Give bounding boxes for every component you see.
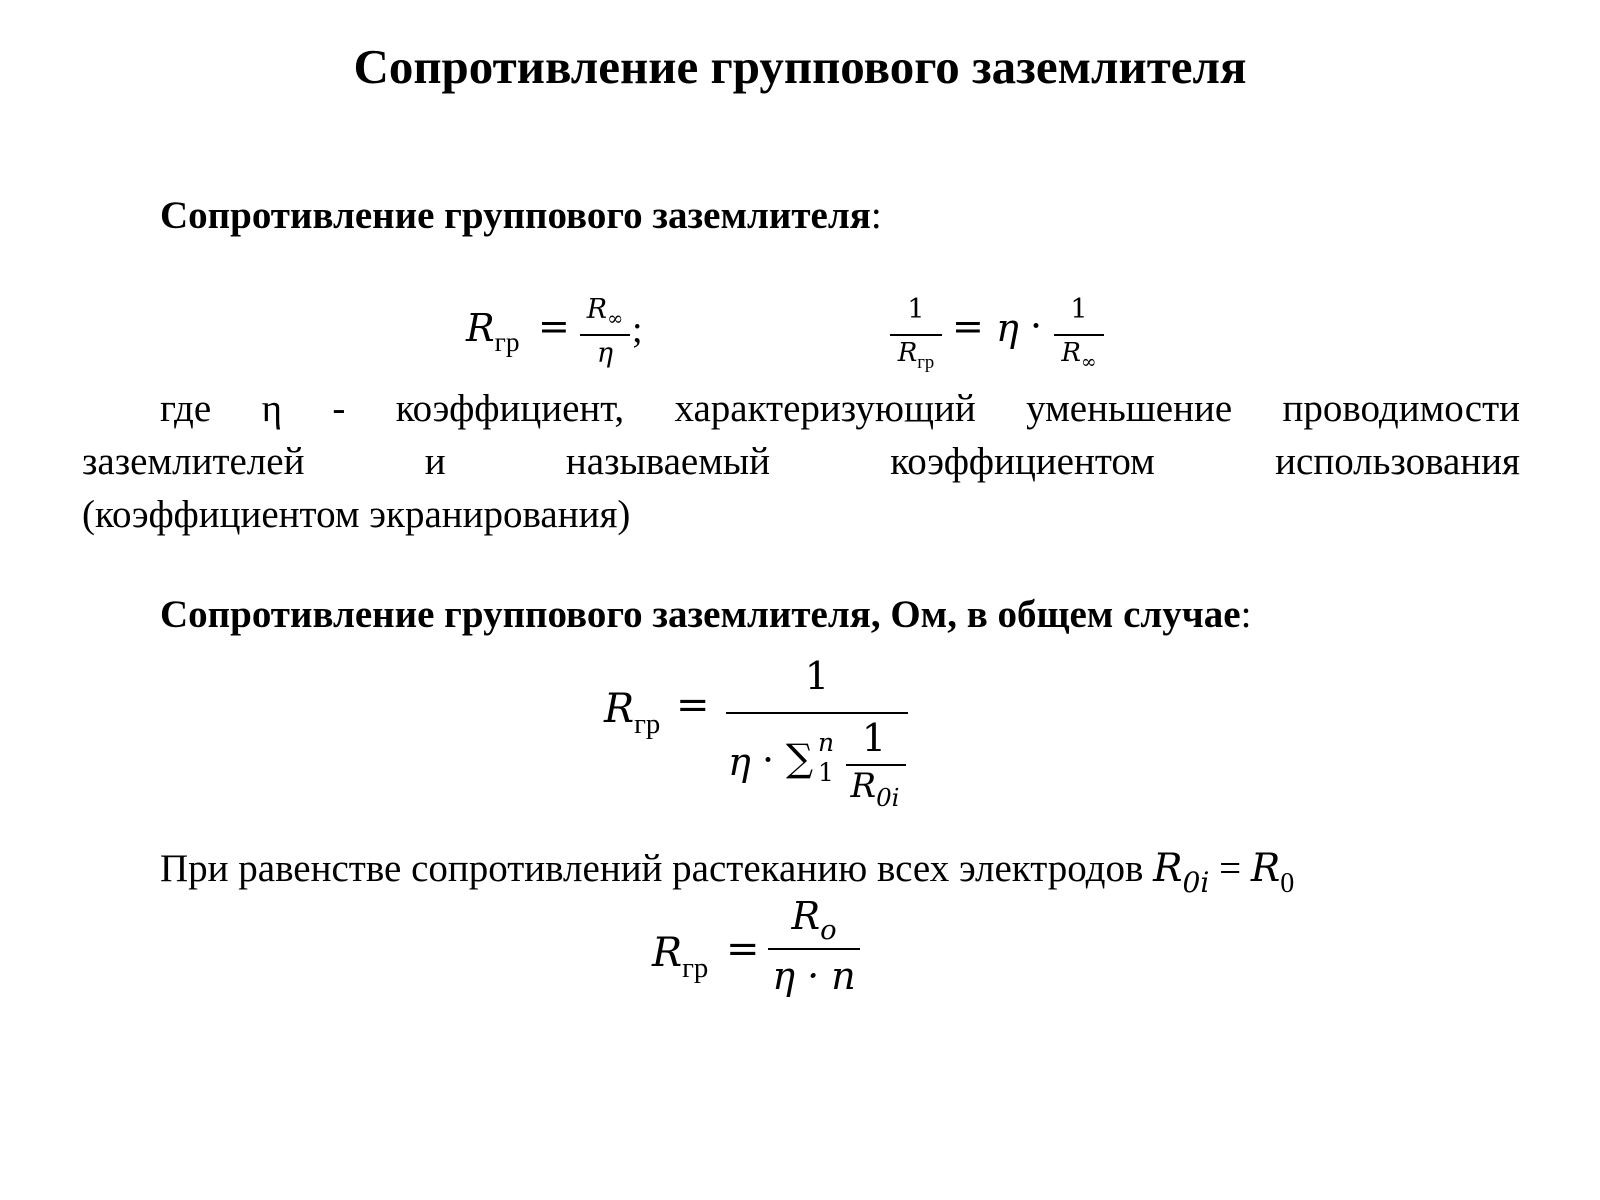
formula1-numerator-symbol: R bbox=[586, 294, 608, 325]
formula1-numerator bbox=[578, 294, 632, 331]
formula1-semicolon: ; bbox=[632, 309, 643, 351]
explanation-line-3: (коэффициентом экранирования) bbox=[82, 493, 631, 536]
formula2-rhs-numerator: 1 bbox=[1070, 294, 1088, 325]
formula2-dot: · bbox=[1030, 304, 1043, 348]
r0i-subscript: 0i bbox=[1182, 865, 1210, 899]
formula3-dot: · bbox=[762, 738, 775, 782]
formula2-eta: η bbox=[996, 306, 1019, 350]
formula4-lhs bbox=[652, 930, 709, 984]
formula3-lhs-symbol: R bbox=[604, 686, 635, 732]
formula2-rhs-denominator bbox=[1052, 338, 1106, 374]
formula2-lhs-den-subscript: гр bbox=[917, 352, 935, 374]
formula3-numerator: 1 bbox=[804, 654, 830, 698]
formula3-inner-den-subscript: 0i bbox=[876, 783, 900, 813]
formula2-lhs-den-symbol: R bbox=[897, 338, 918, 368]
formula3-main-fraction-bar bbox=[726, 712, 908, 714]
formula3-equals: = bbox=[676, 682, 710, 728]
formula1-lhs-symbol: R bbox=[466, 306, 495, 350]
formula3-sum-sign: ∑ bbox=[786, 736, 814, 780]
r0-subscript: 0 bbox=[1280, 867, 1295, 899]
formula4-numerator-subscript: o bbox=[820, 915, 837, 947]
formula2-lhs-fraction-bar bbox=[890, 334, 942, 336]
formula-conductance-relation bbox=[888, 294, 1128, 388]
formula3-sum-lower-limit: 1 bbox=[818, 758, 834, 787]
section-heading-group-resistance bbox=[160, 193, 882, 238]
note-equals: = bbox=[1209, 847, 1251, 890]
formula2-lhs-denominator bbox=[888, 338, 944, 374]
explanation-paragraph bbox=[82, 382, 1520, 541]
section2-heading-text: Сопротивление группового заземлителя, Ом, в общем случае bbox=[160, 593, 1241, 636]
equal-resistance-text: При равенстве сопротивлений растеканию всех электродов bbox=[160, 847, 1154, 890]
section-heading-general-case bbox=[160, 592, 1251, 637]
formula3-inner-numerator: 1 bbox=[861, 716, 887, 760]
formula3-inner-denominator bbox=[840, 766, 910, 813]
formula1-equals: = bbox=[538, 304, 570, 348]
formula2-lhs-numerator: 1 bbox=[907, 294, 925, 325]
formula1-numerator-subscript: ∞ bbox=[607, 307, 624, 331]
formula1-lhs bbox=[466, 306, 520, 358]
formula4-denominator: η · n bbox=[772, 954, 856, 998]
formula1-lhs-subscript: гр bbox=[494, 327, 520, 358]
section2-heading-colon: : bbox=[1240, 593, 1252, 636]
formula-general-group-resistance bbox=[604, 654, 924, 820]
formula2-rhs-fraction-bar bbox=[1054, 334, 1104, 336]
r0-symbol: R bbox=[1250, 846, 1281, 891]
formula4-fraction-bar bbox=[768, 948, 860, 950]
formula1-fraction-bar bbox=[580, 334, 630, 336]
formula3-inner-den-symbol: R bbox=[850, 766, 877, 806]
formula-equal-electrodes bbox=[652, 896, 882, 1016]
explanation-line-2: заземлителей и называемый коэффициентом использования bbox=[82, 440, 1520, 483]
r0i-symbol: R bbox=[1153, 846, 1183, 891]
formula-group-resistance-basic bbox=[460, 294, 670, 388]
formula4-lhs-symbol: R bbox=[652, 930, 683, 976]
section-heading-colon: : bbox=[870, 194, 882, 237]
section-heading-text: Сопротивление группового заземлителя bbox=[160, 194, 871, 237]
formula2-equals: = bbox=[952, 304, 984, 348]
formula2-rhs-den-subscript: ∞ bbox=[1080, 352, 1097, 374]
formula3-eta: η bbox=[728, 740, 751, 784]
formula3-sum-upper-limit: n bbox=[818, 728, 835, 757]
page-title: Сопротивление группового заземлителя bbox=[353, 39, 1247, 94]
formula2-rhs-den-symbol: R bbox=[1061, 338, 1081, 368]
formula4-lhs-subscript: гр bbox=[682, 951, 709, 984]
formula3-lhs bbox=[604, 686, 661, 740]
equal-resistance-note bbox=[160, 842, 1294, 899]
explanation-line-1: где η - коэффициент, характеризующий уменьшение проводимости bbox=[160, 387, 1520, 430]
formula4-numerator-symbol: R bbox=[791, 894, 821, 938]
formula3-lhs-subscript: гр bbox=[634, 707, 661, 740]
formula1-denominator: η bbox=[596, 338, 614, 369]
formula4-equals: = bbox=[726, 926, 760, 972]
formula4-numerator bbox=[764, 894, 864, 947]
